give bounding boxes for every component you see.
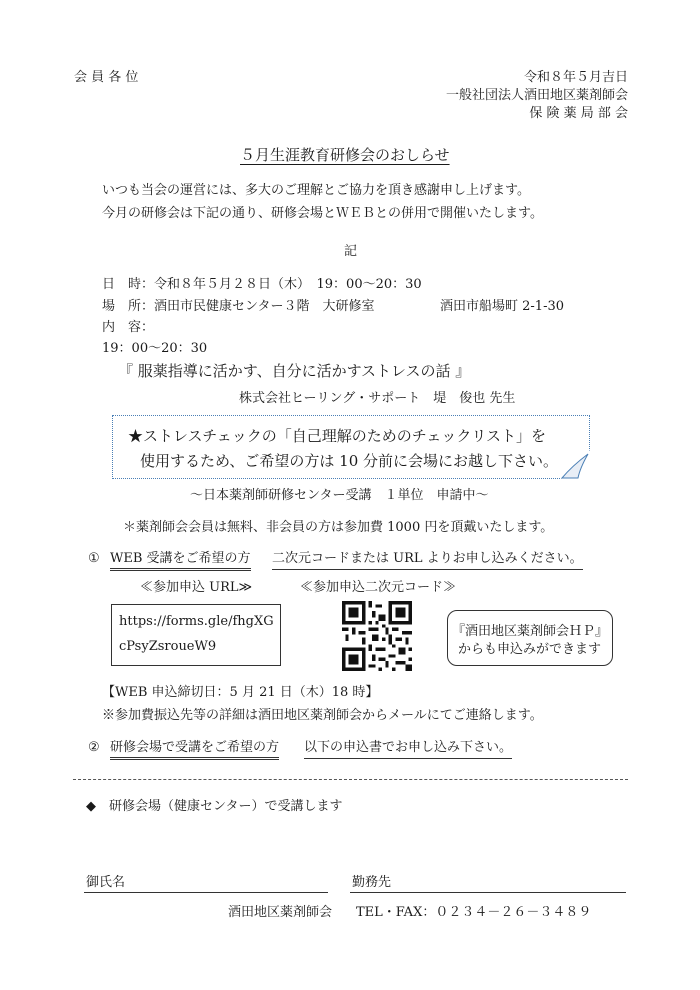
url-line-2[interactable]: cPsyZsroueW9 [119, 639, 217, 654]
content-label: 内 容： [102, 320, 155, 335]
recipient: 会 員 各 位 [74, 70, 139, 85]
lecture-speaker: 株式会社ヒーリング・サポート 堤 俊也 先生 [239, 391, 516, 406]
department-name: 保 険 薬 局 部 会 [529, 106, 628, 121]
footer-contact: TEL・FAX：０２３４－２６－３４８９ [356, 905, 592, 920]
content-time: 19：00～20：30 [102, 341, 208, 356]
lecture-title: 『 服薬指導に活かす、自分に活かすストレスの話 』 [118, 362, 471, 380]
cut-line [73, 779, 628, 780]
venue-checkbox-line[interactable]: ◆ 研修会場（健康センター）で受講します [86, 799, 343, 814]
qr-code-icon[interactable] [342, 601, 412, 671]
name-field[interactable] [84, 892, 328, 893]
work-field[interactable] [350, 892, 626, 893]
web-deadline: 【WEB 申込締切日：5 月 21 日（木）18 時】 [102, 685, 379, 700]
venue-instruction: 以下の申込書でお申し込み下さい。 [304, 740, 512, 759]
event-address: 酒田市船場町 2-1-30 [440, 299, 565, 314]
footer-org: 酒田地区薬剤師会 [228, 905, 333, 920]
ki-heading: 記 [344, 244, 358, 259]
web-instruction: 二次元コードまたは URL よりお申し込みください。 [272, 551, 583, 570]
page-title: ５月生涯教育研修会のおしらせ [240, 146, 450, 164]
url-line-1[interactable]: https://forms.gle/fhgXG [119, 614, 274, 629]
intro-line-1: いつも当会の運営には、多大のご理解とご協力を頂き感謝申し上げます。 [102, 183, 530, 198]
fee-note: ＊薬剤師会会員は無料、非会員の方は参加費 1000 円を頂戴いたします。 [123, 520, 554, 535]
work-label: 勤務先 [352, 875, 392, 890]
issue-date: 令和８年５月吉日 [523, 70, 628, 85]
event-place: 場 所：酒田市民健康センター３階 大研修室 [102, 299, 375, 314]
intro-line-2: 今月の研修会は下記の通り、研修会場とＷＥＢとの併用で開催いたします。 [102, 206, 543, 221]
qr-heading: ≪参加申込二次元コード≫ [300, 580, 457, 595]
hp-line-2: からも申込みができます [458, 642, 602, 657]
name-label: 御氏名 [86, 875, 126, 890]
hp-line-1: 『酒田地区薬剤師会ＨＰ』 [452, 624, 609, 639]
page-fold-icon [560, 450, 590, 480]
web-section-number: ① [88, 551, 100, 566]
note-line-1: ★ストレスチェックの「自己理解のためのチェックリスト」を [128, 427, 547, 445]
web-section-label: WEB 受講をご希望の方 [110, 551, 251, 571]
payment-note: ※参加費振込先等の詳細は酒田地区薬剤師会からメールにてご連絡します。 [102, 708, 543, 723]
credit-line: ～日本薬剤師研修センター受講 １単位 申請中～ [190, 488, 489, 503]
venue-section-number: ② [88, 740, 100, 755]
event-datetime: 日 時：令和８年５月２８日（木） 19：00～20：30 [102, 277, 422, 292]
note-line-2: 使用するため、ご希望の方は 10 分前に会場にお越し下さい。 [140, 452, 559, 470]
venue-section-label: 研修会場で受講をご希望の方 [110, 740, 279, 760]
url-heading: ≪参加申込 URL≫ [140, 580, 253, 595]
organization-name: 一般社団法人酒田地区薬剤師会 [445, 88, 628, 103]
